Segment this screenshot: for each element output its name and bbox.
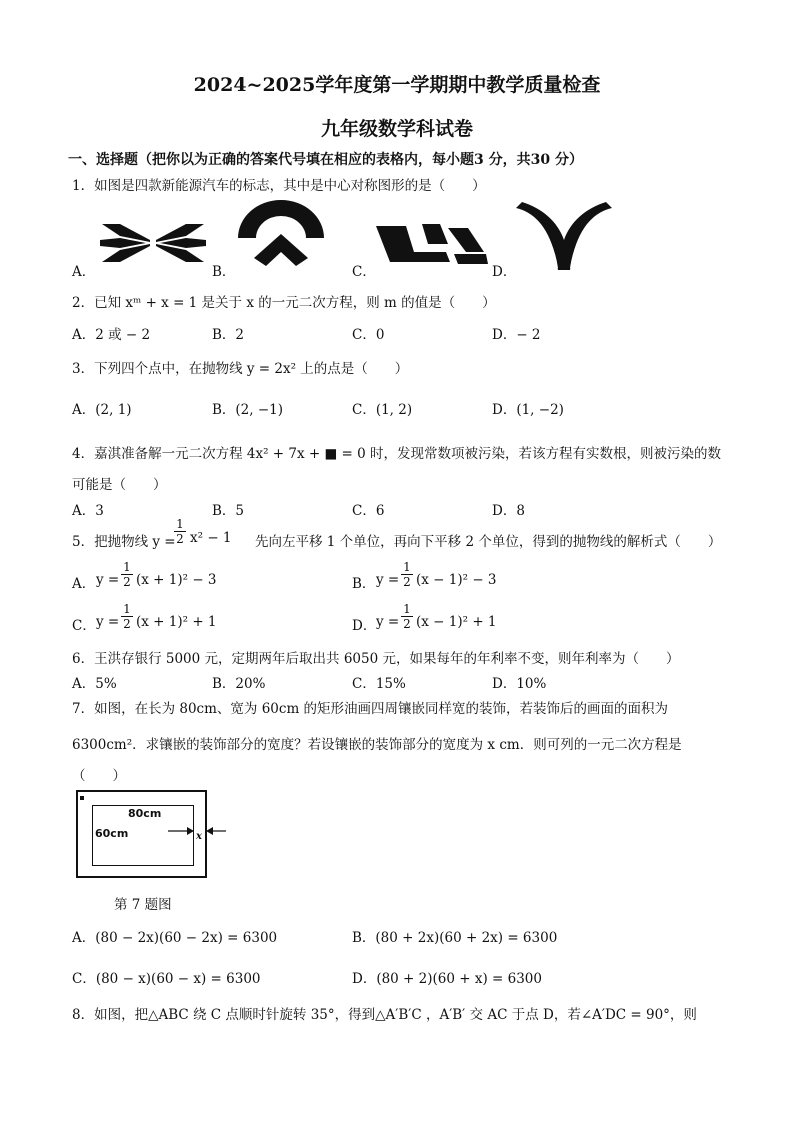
fraction-numerator: 1	[123, 602, 131, 616]
q5-option-b-y: y =	[376, 572, 400, 588]
q7-option-a: A．(80 − 2x)(60 − 2x) = 6300	[72, 930, 278, 946]
q6-option-b: B．20%	[212, 676, 266, 692]
q6-option-a: A．5%	[72, 676, 117, 692]
q2-option-c: C．0	[352, 327, 385, 343]
q7-option-b: B．(80 + 2x)(60 + 2x) = 6300	[352, 930, 558, 946]
q7-label-length: 80cm	[128, 807, 162, 820]
q5-option-b: (x − 1)² − 3	[416, 572, 497, 588]
q2-option-d: D．− 2	[492, 327, 541, 343]
q1-option-d: D．	[492, 264, 517, 280]
q5-option-c-y: y =	[96, 614, 120, 630]
q1-option-c: C．	[352, 264, 376, 280]
q5-c-fraction	[121, 602, 133, 631]
arch-chevron-car-logo	[234, 198, 328, 270]
q1-option-b: B．	[212, 264, 236, 280]
question-8-stem: 8．如图，把△ABC 绕 C 点顺时针旋转 35°，得到△A′B′C ，A′B′ 交 AC 于点 D，若∠A′DC = 90°，则	[72, 1007, 697, 1023]
fraction-numerator: 1	[403, 560, 411, 574]
q4-option-c: C．6	[352, 503, 385, 519]
q2-option-a: A．2 或 − 2	[72, 327, 151, 343]
q5-option-d: (x − 1)² + 1	[416, 614, 497, 630]
exam-subject-title: 九年级数学科试卷	[320, 118, 473, 140]
question-2-stem: 2．已知 xᵐ + x = 1 是关于 x 的一元二次方程，则 m 的值是（ ）	[72, 295, 496, 311]
fraction-denominator: 2	[121, 616, 133, 631]
question-7-stem-paren: （ ）	[72, 768, 126, 784]
q4-option-b: B．5	[212, 503, 245, 519]
q7-option-d: D．(80 + 2)(60 + x) = 6300	[352, 971, 542, 987]
q5-option-d-y: y =	[376, 614, 400, 630]
q5-option-d-label: D．	[352, 618, 377, 634]
x-shaped-car-logo	[100, 220, 206, 266]
q4-option-d: D．8	[492, 503, 525, 519]
q5-option-c: (x + 1)² + 1	[136, 614, 217, 630]
exam-title: 2024~2025学年度第一学期期中教学质量检查	[193, 74, 601, 96]
q5-option-c-label: C．	[72, 618, 96, 634]
fraction-denominator: 2	[174, 531, 186, 546]
q5-option-a-label: A．	[72, 576, 96, 592]
fraction-denominator: 2	[401, 616, 413, 631]
question-5-stem: 先向左平移 1 个单位，再向下平移 2 个单位，得到的抛物线的解析式（ ）	[255, 534, 722, 550]
q7-label-width: 60cm	[95, 827, 129, 840]
corner-dot	[80, 796, 84, 800]
question-4-stem: 4．嘉淇准备解一元二次方程 4x² + 7x + ■ = 0 时，发现常数项被污染，若该方程有实数根，则被污染的数	[72, 446, 722, 462]
block-car-logo	[376, 222, 488, 266]
question-6-stem: 6．王洪存银行 5000 元，定期两年后取出共 6050 元，如果每年的年利率不变，则年利率为（ ）	[72, 651, 680, 667]
question-3-stem: 3．下列四个点中，在抛物线 y = 2x² 上的点是（ ）	[72, 361, 409, 377]
q3-option-c: C．(1, 2)	[352, 402, 413, 418]
fraction-numerator: 1	[403, 602, 411, 616]
q5-option-a: (x + 1)² − 3	[136, 572, 217, 588]
q7-label-x: x	[196, 831, 202, 842]
q3-option-a: A．(2, 1)	[72, 402, 132, 418]
fraction-denominator: 2	[121, 574, 133, 589]
question-4-stem-cont: 可能是（ ）	[72, 477, 167, 493]
fraction-denominator: 2	[401, 574, 413, 589]
q3-option-d: D．(1, −2)	[492, 402, 564, 418]
q5-option-a-y: y =	[96, 572, 120, 588]
q5-a-fraction	[121, 560, 133, 589]
q5-option-b-label: B．	[352, 576, 376, 592]
question-7-stem: 7．如图，在长为 80cm、宽为 60cm 的矩形油画四周镶嵌同样宽的装饰，若装饰后的画面的面积为	[72, 701, 669, 717]
question-1-stem: 1．如图是四款新能源汽车的标志，其中是中心对称图形的是（ ）	[72, 178, 486, 194]
q7-option-c: C．(80 − x)(60 − x) = 6300	[72, 971, 261, 987]
q7-figure-caption: 第 7 题图	[114, 897, 172, 913]
q6-option-d: D．10%	[492, 676, 547, 692]
q4-option-a: A．3	[72, 503, 104, 519]
question-7-stem-cont: 6300cm²．求镶嵌的装饰部分的宽度？若设镶嵌的装饰部分的宽度为 x cm．则可列的一元二次方程是	[72, 737, 682, 753]
q6-option-c: C．15%	[352, 676, 406, 692]
q2-option-b: B．2	[212, 327, 245, 343]
q5-b-fraction	[401, 560, 413, 589]
wing-v-car-logo	[514, 198, 614, 272]
q5-stem-fraction	[174, 517, 186, 546]
section-heading: 一、选择题（把你以为正确的答案代号填在相应的表格内，每小题3 分，共30 分）	[68, 152, 583, 168]
question-5-prefix: 5．把抛物线 y =	[72, 534, 176, 550]
q3-option-b: B．(2, −1)	[212, 402, 284, 418]
q5-d-fraction	[401, 602, 413, 631]
q1-option-a: A．	[72, 264, 96, 280]
fraction-numerator: 1	[123, 560, 131, 574]
question-5-formula: x² − 1	[190, 530, 232, 546]
fraction-numerator: 1	[176, 517, 184, 531]
